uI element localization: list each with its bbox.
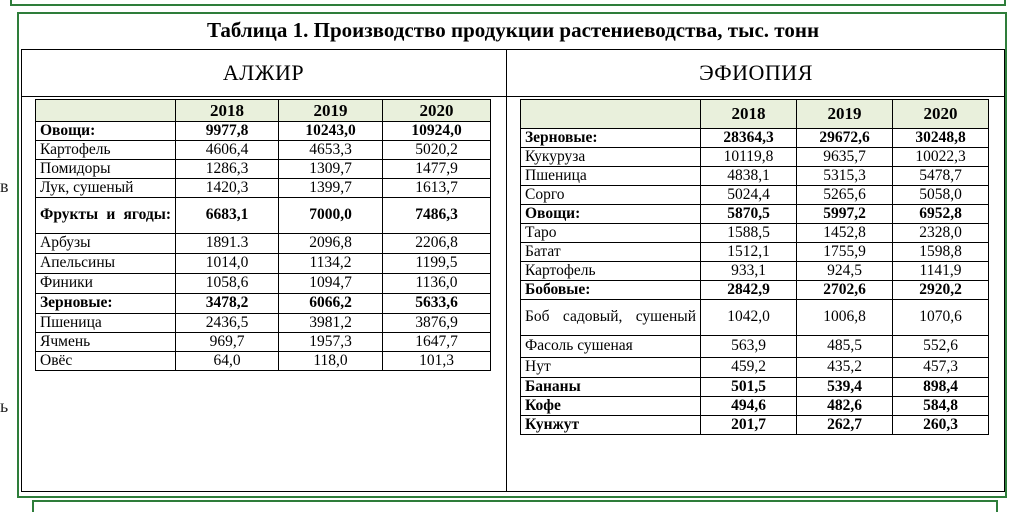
value-cell: 29672,6: [797, 129, 893, 148]
header-corner: [521, 100, 701, 129]
value-cell: 7000,0: [279, 198, 383, 234]
value-cell: 9977,8: [176, 122, 279, 141]
value-cell: 1755,9: [797, 243, 893, 262]
value-cell: 1452,8: [797, 224, 893, 243]
value-cell: 2920,2: [893, 281, 989, 300]
value-cell: 1891.3: [176, 234, 279, 254]
value-cell: 1420,3: [176, 179, 279, 198]
value-cell: 552,6: [893, 336, 989, 358]
value-cell: 501,5: [701, 378, 797, 397]
value-cell: 1141,9: [893, 262, 989, 281]
value-cell: 933,1: [701, 262, 797, 281]
value-cell: 10924,0: [383, 122, 491, 141]
cropped-letter: в: [0, 176, 9, 196]
row-label: Пшеница: [36, 314, 176, 333]
value-cell: 1598,8: [893, 243, 989, 262]
row-label: Помидоры: [36, 160, 176, 179]
value-cell: 6952,8: [893, 205, 989, 224]
value-cell: 5315,3: [797, 167, 893, 186]
value-cell: 1070,6: [893, 300, 989, 336]
value-cell: 3876,9: [383, 314, 491, 333]
value-cell: 6683,1: [176, 198, 279, 234]
year-header: 2018: [701, 100, 797, 129]
value-cell: 5478,7: [893, 167, 989, 186]
row-label: Зерновые:: [521, 129, 701, 148]
row-label: Нут: [521, 358, 701, 378]
value-cell: 898,4: [893, 378, 989, 397]
table-row: [36, 160, 491, 179]
row-label: Финики: [36, 274, 176, 294]
row-label: Лук, сушеный: [36, 179, 176, 198]
table-row: [521, 186, 989, 205]
table-row: [36, 333, 491, 352]
table-title: Таблица 1. Производство продукции растениеводства, тыс. тонн: [206, 18, 820, 42]
table-row: [521, 129, 989, 148]
value-cell: 101,3: [383, 352, 491, 371]
year-header: 2020: [383, 100, 491, 122]
value-cell: 5024,4: [701, 186, 797, 205]
table-row: [36, 179, 491, 198]
value-cell: 1477,9: [383, 160, 491, 179]
row-label: Кукуруза: [521, 148, 701, 167]
table-row: [36, 274, 491, 294]
year-header: 2018: [176, 100, 279, 122]
value-cell: 1199,5: [383, 254, 491, 274]
value-cell: 1042,0: [701, 300, 797, 336]
row-label: Овощи:: [521, 205, 701, 224]
value-cell: 459,2: [701, 358, 797, 378]
value-cell: 3981,2: [279, 314, 383, 333]
header-divider: [21, 96, 1005, 97]
year-header: 2020: [893, 100, 989, 129]
table-header-row: [36, 100, 491, 122]
table-row: [521, 416, 989, 435]
row-label: Боб садовый, сушеный: [521, 300, 701, 336]
row-label: Сорго: [521, 186, 701, 205]
table-row: [521, 224, 989, 243]
table-row: [521, 243, 989, 262]
value-cell: 969,7: [176, 333, 279, 352]
value-cell: 1647,7: [383, 333, 491, 352]
value-cell: 9635,7: [797, 148, 893, 167]
country-heading-ethiopia: ЭФИОПИЯ: [699, 60, 813, 85]
value-cell: 4606,4: [176, 141, 279, 160]
value-cell: 4653,3: [279, 141, 383, 160]
value-cell: 10022,3: [893, 148, 989, 167]
row-label: Кунжут: [521, 416, 701, 435]
value-cell: 584,8: [893, 397, 989, 416]
value-cell: 494,6: [701, 397, 797, 416]
value-cell: 28364,3: [701, 129, 797, 148]
value-cell: 5058,0: [893, 186, 989, 205]
ethiopia-table: [520, 99, 989, 435]
value-cell: 924,5: [797, 262, 893, 281]
table-row: [521, 397, 989, 416]
value-cell: 260,3: [893, 416, 989, 435]
value-cell: 563,9: [701, 336, 797, 358]
value-cell: 5020,2: [383, 141, 491, 160]
column-divider: [506, 49, 507, 492]
row-label: Фрукты и ягоды:: [36, 198, 176, 234]
value-cell: 1286,3: [176, 160, 279, 179]
row-label: Ячмень: [36, 333, 176, 352]
row-label: Зерновые:: [36, 294, 176, 314]
value-cell: 2436,5: [176, 314, 279, 333]
row-label: Овощи:: [36, 122, 176, 141]
decorative-frame-top: [10, 0, 1006, 6]
table-row: [36, 234, 491, 254]
value-cell: 5997,2: [797, 205, 893, 224]
value-cell: 1058,6: [176, 274, 279, 294]
table-row: [521, 336, 989, 358]
value-cell: 485,5: [797, 336, 893, 358]
year-header: 2019: [279, 100, 383, 122]
decorative-frame-bottom: [32, 500, 998, 512]
table-row: [36, 294, 491, 314]
value-cell: 1309,7: [279, 160, 383, 179]
value-cell: 1399,7: [279, 179, 383, 198]
row-label: Апельсины: [36, 254, 176, 274]
value-cell: 457,3: [893, 358, 989, 378]
value-cell: 1588,5: [701, 224, 797, 243]
algeria-table: [35, 99, 491, 371]
row-label: Таро: [521, 224, 701, 243]
value-cell: 2206,8: [383, 234, 491, 254]
value-cell: 2328,0: [893, 224, 989, 243]
value-cell: 2702,6: [797, 281, 893, 300]
row-label: Бобовые:: [521, 281, 701, 300]
row-label: Кофе: [521, 397, 701, 416]
value-cell: 10119,8: [701, 148, 797, 167]
table-row: [521, 378, 989, 397]
table-row: [36, 352, 491, 371]
value-cell: 2842,9: [701, 281, 797, 300]
value-cell: 1613,7: [383, 179, 491, 198]
year-header: 2019: [797, 100, 893, 129]
country-heading-algeria: АЛЖИР: [222, 60, 305, 85]
row-label: Картофель: [521, 262, 701, 281]
row-label: Батат: [521, 243, 701, 262]
row-label: Картофель: [36, 141, 176, 160]
table-row: [521, 300, 989, 336]
table-row: [521, 358, 989, 378]
value-cell: 118,0: [279, 352, 383, 371]
value-cell: 30248,8: [893, 129, 989, 148]
cropped-letter: ь: [0, 396, 9, 416]
table-row: [36, 122, 491, 141]
row-label: Арбузы: [36, 234, 176, 254]
value-cell: 5870,5: [701, 205, 797, 224]
value-cell: 3478,2: [176, 294, 279, 314]
table-row: [36, 141, 491, 160]
table-header-row: [521, 100, 989, 129]
row-label: Бананы: [521, 378, 701, 397]
row-label: Овёс: [36, 352, 176, 371]
table-row: [36, 314, 491, 333]
value-cell: 1014,0: [176, 254, 279, 274]
table-row: [36, 254, 491, 274]
value-cell: 5633,6: [383, 294, 491, 314]
value-cell: 64,0: [176, 352, 279, 371]
value-cell: 539,4: [797, 378, 893, 397]
value-cell: 1134,2: [279, 254, 383, 274]
value-cell: 4838,1: [701, 167, 797, 186]
value-cell: 1094,7: [279, 274, 383, 294]
value-cell: 1136,0: [383, 274, 491, 294]
table-row: [521, 167, 989, 186]
table-row: [521, 262, 989, 281]
table-row: [521, 205, 989, 224]
value-cell: 10243,0: [279, 122, 383, 141]
value-cell: 1006,8: [797, 300, 893, 336]
value-cell: 1512,1: [701, 243, 797, 262]
value-cell: 5265,6: [797, 186, 893, 205]
table-row: [36, 198, 491, 234]
value-cell: 482,6: [797, 397, 893, 416]
value-cell: 262,7: [797, 416, 893, 435]
value-cell: 7486,3: [383, 198, 491, 234]
value-cell: 6066,2: [279, 294, 383, 314]
value-cell: 435,2: [797, 358, 893, 378]
value-cell: 1957,3: [279, 333, 383, 352]
row-label: Пшеница: [521, 167, 701, 186]
table-row: [521, 148, 989, 167]
table-row: [521, 281, 989, 300]
header-corner: [36, 100, 176, 122]
row-label: Фасоль сушеная: [521, 336, 701, 358]
value-cell: 201,7: [701, 416, 797, 435]
value-cell: 2096,8: [279, 234, 383, 254]
